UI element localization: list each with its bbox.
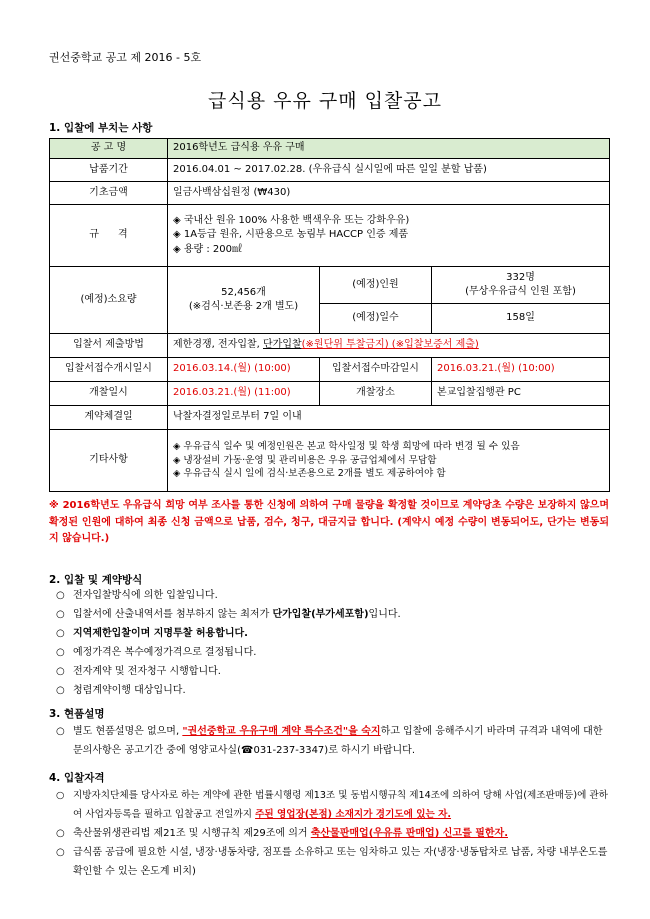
list-item-bold: 단가입찰(부가세포함) xyxy=(272,609,369,620)
quantity-count: 52,456개 xyxy=(221,286,266,298)
list-item xyxy=(56,586,612,605)
notice-note: ※ 2016학년도 우유급식 희망 여부 조사를 통한 신청에 의하여 구매 물량을 확정할 것이므로 계약당초 수량은 보장하지 않으며 확정된 인원에 대하여 최종 신청 금액으로 납품, 검수, 청구, 대금지급 합니다. (계약시 예정 수량이 변동되어도, 단가는 변동되지 않습니다.) xyxy=(49,500,609,544)
document-number: 권선중학교 공고 제 2016 - 5호 xyxy=(49,51,202,64)
delivery-period-label: 납품기간 xyxy=(50,159,168,182)
bid-deadline-label: 입찰서접수마감일시 xyxy=(320,358,432,382)
list-item-text: 입찰서에 산출내역서를 첨부하지 않는 최저가 xyxy=(73,609,273,620)
bullet-icon: ○ xyxy=(56,609,65,620)
section2-heading: 2. 입찰 및 계약방식 xyxy=(49,574,143,586)
list-item xyxy=(56,843,612,881)
list-item xyxy=(56,824,612,843)
row-delivery-period xyxy=(50,159,610,182)
days-label: (예정)일수 xyxy=(320,304,432,334)
section4-list xyxy=(56,786,612,881)
special-terms-notice: "권선중학교 우유구매 계약 특수조건"을 숙지 xyxy=(182,726,381,737)
location-requirement: 주된 영업장(본점) 소재지가 경기도에 있는 자. xyxy=(255,809,452,820)
bid-start-label: 입찰서접수개시일시 xyxy=(50,358,168,382)
row-spec xyxy=(50,205,610,267)
list-item xyxy=(56,786,612,824)
bullet-icon: ○ xyxy=(56,726,65,737)
row-bid-schedule xyxy=(50,358,610,382)
method-bond-note: (※입찰보증서 제출) xyxy=(388,339,479,351)
base-price-label: 기초금액 xyxy=(50,182,168,205)
bullet-icon: ○ xyxy=(56,685,65,696)
list-item xyxy=(56,605,612,624)
bid-info-table xyxy=(49,138,610,492)
opening-value: 2016.03.21.(월) (11:00) xyxy=(168,382,320,406)
section3-list xyxy=(56,722,612,760)
spec-label: 규 격 xyxy=(50,205,168,267)
bullet-icon: ○ xyxy=(56,590,65,601)
etc-value xyxy=(168,430,610,492)
days-value: 158일 xyxy=(432,304,610,334)
row-quantity xyxy=(50,267,610,304)
bullet-icon: ○ xyxy=(56,628,65,639)
list-item-text: 하고 입찰에 응해주시기 바라며 규격과 내역에 대한 문의사항은 공고기간 중에 영양교사실(☎031-237-3347)로 하시기 바랍니다. xyxy=(73,726,603,756)
list-item xyxy=(56,681,612,700)
list-item xyxy=(56,643,612,662)
list-item xyxy=(56,662,612,681)
bullet-icon: ○ xyxy=(56,647,65,658)
persons-value xyxy=(432,267,610,304)
spec-item: ◈ 국내산 원유 100% 사용한 백색우유 또는 강화우유) xyxy=(173,214,410,226)
row-notice-name xyxy=(50,139,610,159)
method-unit-price: 단가입찰 xyxy=(263,339,302,351)
row-etc xyxy=(50,430,610,492)
list-item xyxy=(56,722,612,760)
quantity-value xyxy=(168,267,320,334)
spec-item: ◈ 용량 : 200㎖ xyxy=(173,243,243,255)
list-item xyxy=(56,624,612,643)
page-title: 급식용 우유 구매 입찰공고 xyxy=(207,90,442,112)
persons-label: (예정)인원 xyxy=(320,267,432,304)
quantity-note: (※검식·보존용 2개 별도) xyxy=(188,301,299,312)
section3-heading: 3. 현품설명 xyxy=(49,708,105,720)
bullet-icon: ○ xyxy=(56,828,65,839)
bid-start-value: 2016.03.14.(월) (10:00) xyxy=(168,358,320,382)
spec-item: ◈ 1A등급 원유, 시판용으로 농림부 HACCP 인증 제품 xyxy=(173,229,409,241)
section4-heading: 4. 입찰자격 xyxy=(49,772,105,784)
section1-heading: 1. 입찰에 부치는 사항 xyxy=(49,122,153,134)
opening-place-value: 본교입찰집행관 PC xyxy=(432,382,610,406)
row-base-price xyxy=(50,182,610,205)
base-price-value: 일금사백삼십원정 (₩430) xyxy=(168,182,610,205)
bullet-icon: ○ xyxy=(56,847,65,858)
list-item-text: 입니다. xyxy=(368,609,401,620)
etc-item: ◈ 냉장설비 가동·운영 및 관리비용은 우유 공급업체에서 무담함 xyxy=(173,454,437,466)
notice-name-label: 공 고 명 xyxy=(50,139,168,159)
license-requirement: 축산물판매업(우유류 판매업) 신고를 필한자. xyxy=(310,828,508,839)
list-item-text: 예정가격은 복수예정가격으로 결정됩니다. xyxy=(73,647,257,658)
submit-method-value xyxy=(168,334,610,358)
persons-note: (무상우유급식 인원 포함) xyxy=(465,286,576,297)
spec-value xyxy=(168,205,610,267)
row-submit-method xyxy=(50,334,610,358)
bullet-icon: ○ xyxy=(56,790,65,801)
submit-method-label: 입찰서 제출방법 xyxy=(50,334,168,358)
opening-label: 개찰일시 xyxy=(50,382,168,406)
list-item-text: 전자입찰방식에 의한 입찰입니다. xyxy=(73,590,218,601)
row-opening xyxy=(50,382,610,406)
bullet-icon: ○ xyxy=(56,666,65,677)
delivery-period-value: 2016.04.01 ~ 2017.02.28. (우유급식 실시일에 따른 일일 분할 납품) xyxy=(168,159,610,182)
section2-list xyxy=(56,586,612,700)
row-contract xyxy=(50,406,610,430)
contract-label: 계약체결일 xyxy=(50,406,168,430)
list-item-text: 별도 현품설명은 없으며, xyxy=(73,726,183,737)
list-item-text: 급식품 공급에 필요한 시설, 냉장·냉동차량, 점포를 소유하고 또는 임차하고 있는 자(냉장·냉동탑차로 납품, 차량 내부온도를 확인할 수 있는 온도계 비치) xyxy=(73,847,608,877)
list-item-text: 전자계약 및 전자청구 시행합니다. xyxy=(73,666,221,677)
method-warning: (※원단위 투찰금지) xyxy=(301,339,389,351)
bid-deadline-value: 2016.03.21.(월) (10:00) xyxy=(432,358,610,382)
list-item-text: 축산물위생관리법 제21조 및 시행규칙 제29조에 의거 xyxy=(73,828,311,839)
list-item-text: 청렴계약이행 대상입니다. xyxy=(73,685,186,696)
list-item-bold: 지역제한입찰이며 지명투찰 허용합니다. xyxy=(73,628,248,639)
opening-place-label: 개찰장소 xyxy=(320,382,432,406)
quantity-label: (예정)소요량 xyxy=(50,267,168,334)
etc-item: ◈ 우유급식 실시 일에 검식·보존용으로 2개를 별도 제공하여야 함 xyxy=(173,468,446,480)
etc-item: ◈ 우유급식 일수 및 예정인원은 본교 학사일정 및 학생 희망에 따라 변경 될 수 있음 xyxy=(173,440,520,452)
list-item-text: 지방자치단체를 당사자로 하는 계약에 관한 법률시행령 제13조 및 동법시행규칙 제14조에 의하여 당해 사업(제조판매등)에 관하여 사업자등록을 필하고 입찰공고 전일까지 xyxy=(73,790,608,820)
etc-label: 기타사항 xyxy=(50,430,168,492)
method-text: 제한경쟁, 전자입찰, xyxy=(173,339,263,351)
persons-count: 332명 xyxy=(506,271,535,283)
notice-name-value: 2016학년도 급식용 우유 구매 xyxy=(168,139,610,159)
contract-value: 낙찰자결정일로부터 7일 이내 xyxy=(168,406,610,430)
